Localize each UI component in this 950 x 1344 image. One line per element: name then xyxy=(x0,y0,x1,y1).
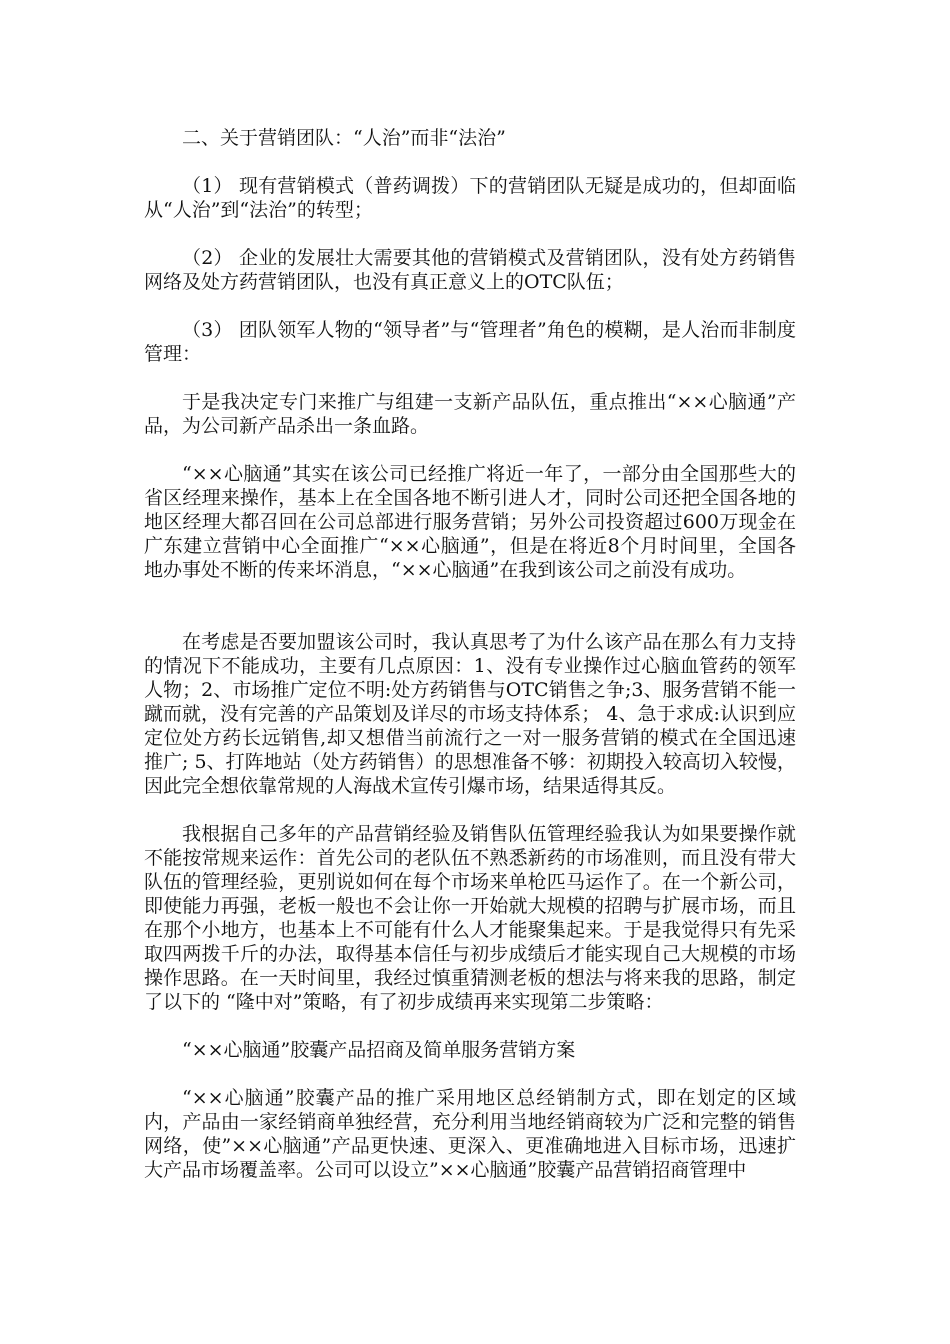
paragraph-background: “××心脑通”其实在该公司已经推广将近一年了，一部分由全国那些大的省区经理来操作，基本上在全国各地不断引进人才，同时公司还把全国各地的地区经理大都召回在公司总部进行服务营销；另外公司投资超过600万现金在广东建立营销中心全面推广“××心脑通”，但是在将近8个月时间里，全国各地办事处不断的传来坏消息，“××心脑通”在我到该公司之前没有成功。 xyxy=(144,463,796,581)
paragraph-point-2: （2） 企业的发展壮大需要其他的营销模式及营销团队，没有处方药销售网络及处方药营销团队，也没有真正意义上的OTC队伍； xyxy=(144,247,796,293)
paragraph-plan-body: “××心脑通”胶囊产品的推广采用地区总经销制方式，即在划定的区域内，产品由一家经销商单独经营，充分利用当地经销商较为广泛和完整的销售网络，使”××心脑通”产品更快速、更深入、更准确地进入目标市场，迅速扩大产品市场覆盖率。公司可以设立”××心脑通”胶囊产品营销招商管理中 xyxy=(144,1087,796,1181)
paragraph-strategy: 我根据自己多年的产品营销经验及销售队伍管理经验我认为如果要操作就不能按常规来运作：首先公司的老队伍不熟悉新药的市场准则，而且没有带大队伍的管理经验，更别说如何在每个市场来单枪匹马运作了。在一个新公司，即使能力再强，老板一般也不会让你一开始就大规模的招聘与扩展市场，而且在那个小地方，也基本上不可能有什么人才能聚集起来。于是我觉得只有先采取四两拨千斤的办法，取得基本信任与初步成绩后才能实现自己大规模的市场操作思路。在一天时间里，我经过慎重猜测老板的想法与将来我的思路，制定了以下的 “隆中对”策略，有了初步成绩再来实现第二步策略： xyxy=(144,823,796,1013)
paragraph-reasons: 在考虑是否要加盟该公司时，我认真思考了为什么该产品在那么有力支持的情况下不能成功，主要有几点原因：1、没有专业操作过心脑血管药的领军人物；2、市场推广定位不明:处方药销售与OTC销售之争;3、服务营销不能一蹴而就，没有完善的产品策划及详尽的市场支持体系； 4、急于求成:认识到应定位处方药长远销售,却又想借当前流行之一对一服务营销的模式在全国迅速推广; 5、打阵地站（处方药销售）的思想准备不够：初期投入较高切入较慢，因此完全想依靠常规的人海战术宣传引爆市场，结果适得其反。 xyxy=(144,631,796,797)
paragraph-point-1: （1） 现有营销模式（普药调拨）下的营销团队无疑是成功的，但却面临从“人治”到“法治”的转型； xyxy=(144,175,796,221)
section-heading: 二、关于营销团队：“人治”而非“法治” xyxy=(182,127,506,149)
paragraph-plan-title: “××心脑通”胶囊产品招商及简单服务营销方案 xyxy=(182,1039,576,1061)
paragraph-point-3: （3） 团队领军人物的“领导者”与“管理者”角色的模糊，是人治而非制度管理： xyxy=(144,319,796,365)
paragraph-decision: 于是我决定专门来推广与组建一支新产品队伍，重点推出“××心脑通”产品，为公司新产品杀出一条血路。 xyxy=(144,391,796,437)
